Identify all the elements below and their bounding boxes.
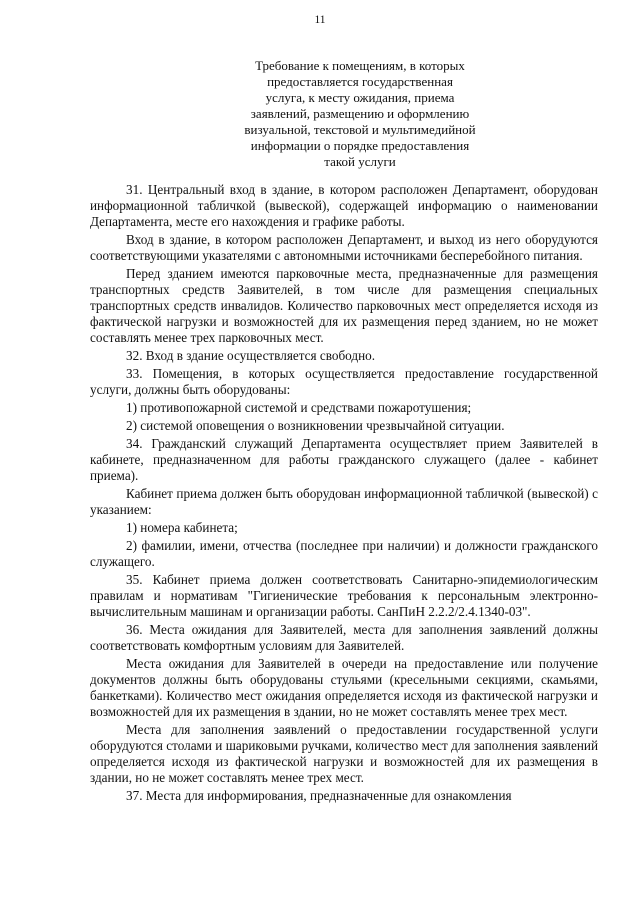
paragraph-32: 32. Вход в здание осуществляется свободно. (126, 348, 376, 363)
document-body (90, 182, 598, 806)
paragraph-entrance-signs: Вход в здание, в котором расположен Департамент, и выход из него оборудуются соответствующими указателями с автономными источниками бесперебойного питания. (90, 232, 598, 263)
list-item: 1) противопожарной системой и средствами пожаротушения; (126, 400, 472, 415)
paragraph-33: 33. Помещения, в которых осуществляется предоставление государственной услуги, должны быть оборудованы: (90, 366, 598, 397)
title-line: информации о порядке предоставления (250, 138, 470, 153)
title-line: визуальной, текстовой и мультимедийной (244, 122, 476, 137)
paragraph-36: 36. Места ожидания для Заявителей, места для заполнения заявлений должны соответствовать комфортным условиям для Заявителей. (90, 622, 598, 653)
paragraph-34: 34. Гражданский служащий Департамента осуществляет прием Заявителей в кабинете, предназначенном для работы гражданского служащего (далее - кабинет приема). (90, 436, 598, 483)
page-number: 11 (314, 14, 326, 26)
paragraph-office-sign: Кабинет приема должен быть оборудован информационной табличкой (вывеской) с указанием: (90, 486, 598, 517)
paragraph-31: 31. Центральный вход в здание, в котором расположен Департамент, оборудован информационной табличкой (вывеской), содержащей информацию о наименовании Департамента, месте его нахождения и графике работы. (90, 182, 598, 229)
paragraph-filling-places: Места для заполнения заявлений о предоставлении государственной услуги оборудуются столами и шариковыми ручками, количество мест для заполнения заявлений определяется исходя из фактической нагрузки и возможностей для их размещения в здании, но не может составлять менее трех мест. (90, 722, 598, 785)
paragraph-parking: Перед зданием имеются парковочные места, предназначенные для размещения транспортных средств Заявителей, в том числе для размещения специальных транспортных средств инвалидов. Количество парковочных мест определяется исходя из фактической нагрузки и возможностей для их размещения перед зданием, но не может составлять менее трех парковочных мест. (90, 266, 598, 345)
title-line: предоставляется государственная (267, 74, 453, 89)
paragraph-waiting-places: Места ожидания для Заявителей в очереди на предоставление или получение документов должны быть оборудованы стульями (кресельными секциями, скамьями, банкетками). Количество мест ожидания определяется исходя из фактической нагрузки и возможностей для их размещения в здании, но не может составлять менее трех мест. (90, 656, 598, 719)
title-line: заявлений, размещению и оформлению (250, 106, 470, 121)
title-line: услуга, к месту ожидания, приема (265, 90, 455, 105)
title-line: такой услуги (324, 154, 396, 169)
list-item: 2) системой оповещения о возникновении чрезвычайной ситуации. (126, 418, 505, 433)
section-title (200, 58, 520, 170)
list-item: 2) фамилии, имени, отчества (последнее при наличии) и должности гражданского служащего. (90, 538, 598, 569)
list-item: 1) номера кабинета; (126, 520, 238, 535)
paragraph-35: 35. Кабинет приема должен соответствовать Санитарно-эпидемиологическим правилам и нормативам "Гигиенические требования к персональным электронно-вычислительным машинам и организации работы. СанПиН 2.2.2/2.4.1340-03". (90, 572, 598, 619)
title-line: Требование к помещениям, в которых (255, 58, 465, 73)
paragraph-37: 37. Места для информирования, предназначенные для ознакомления (126, 788, 512, 803)
